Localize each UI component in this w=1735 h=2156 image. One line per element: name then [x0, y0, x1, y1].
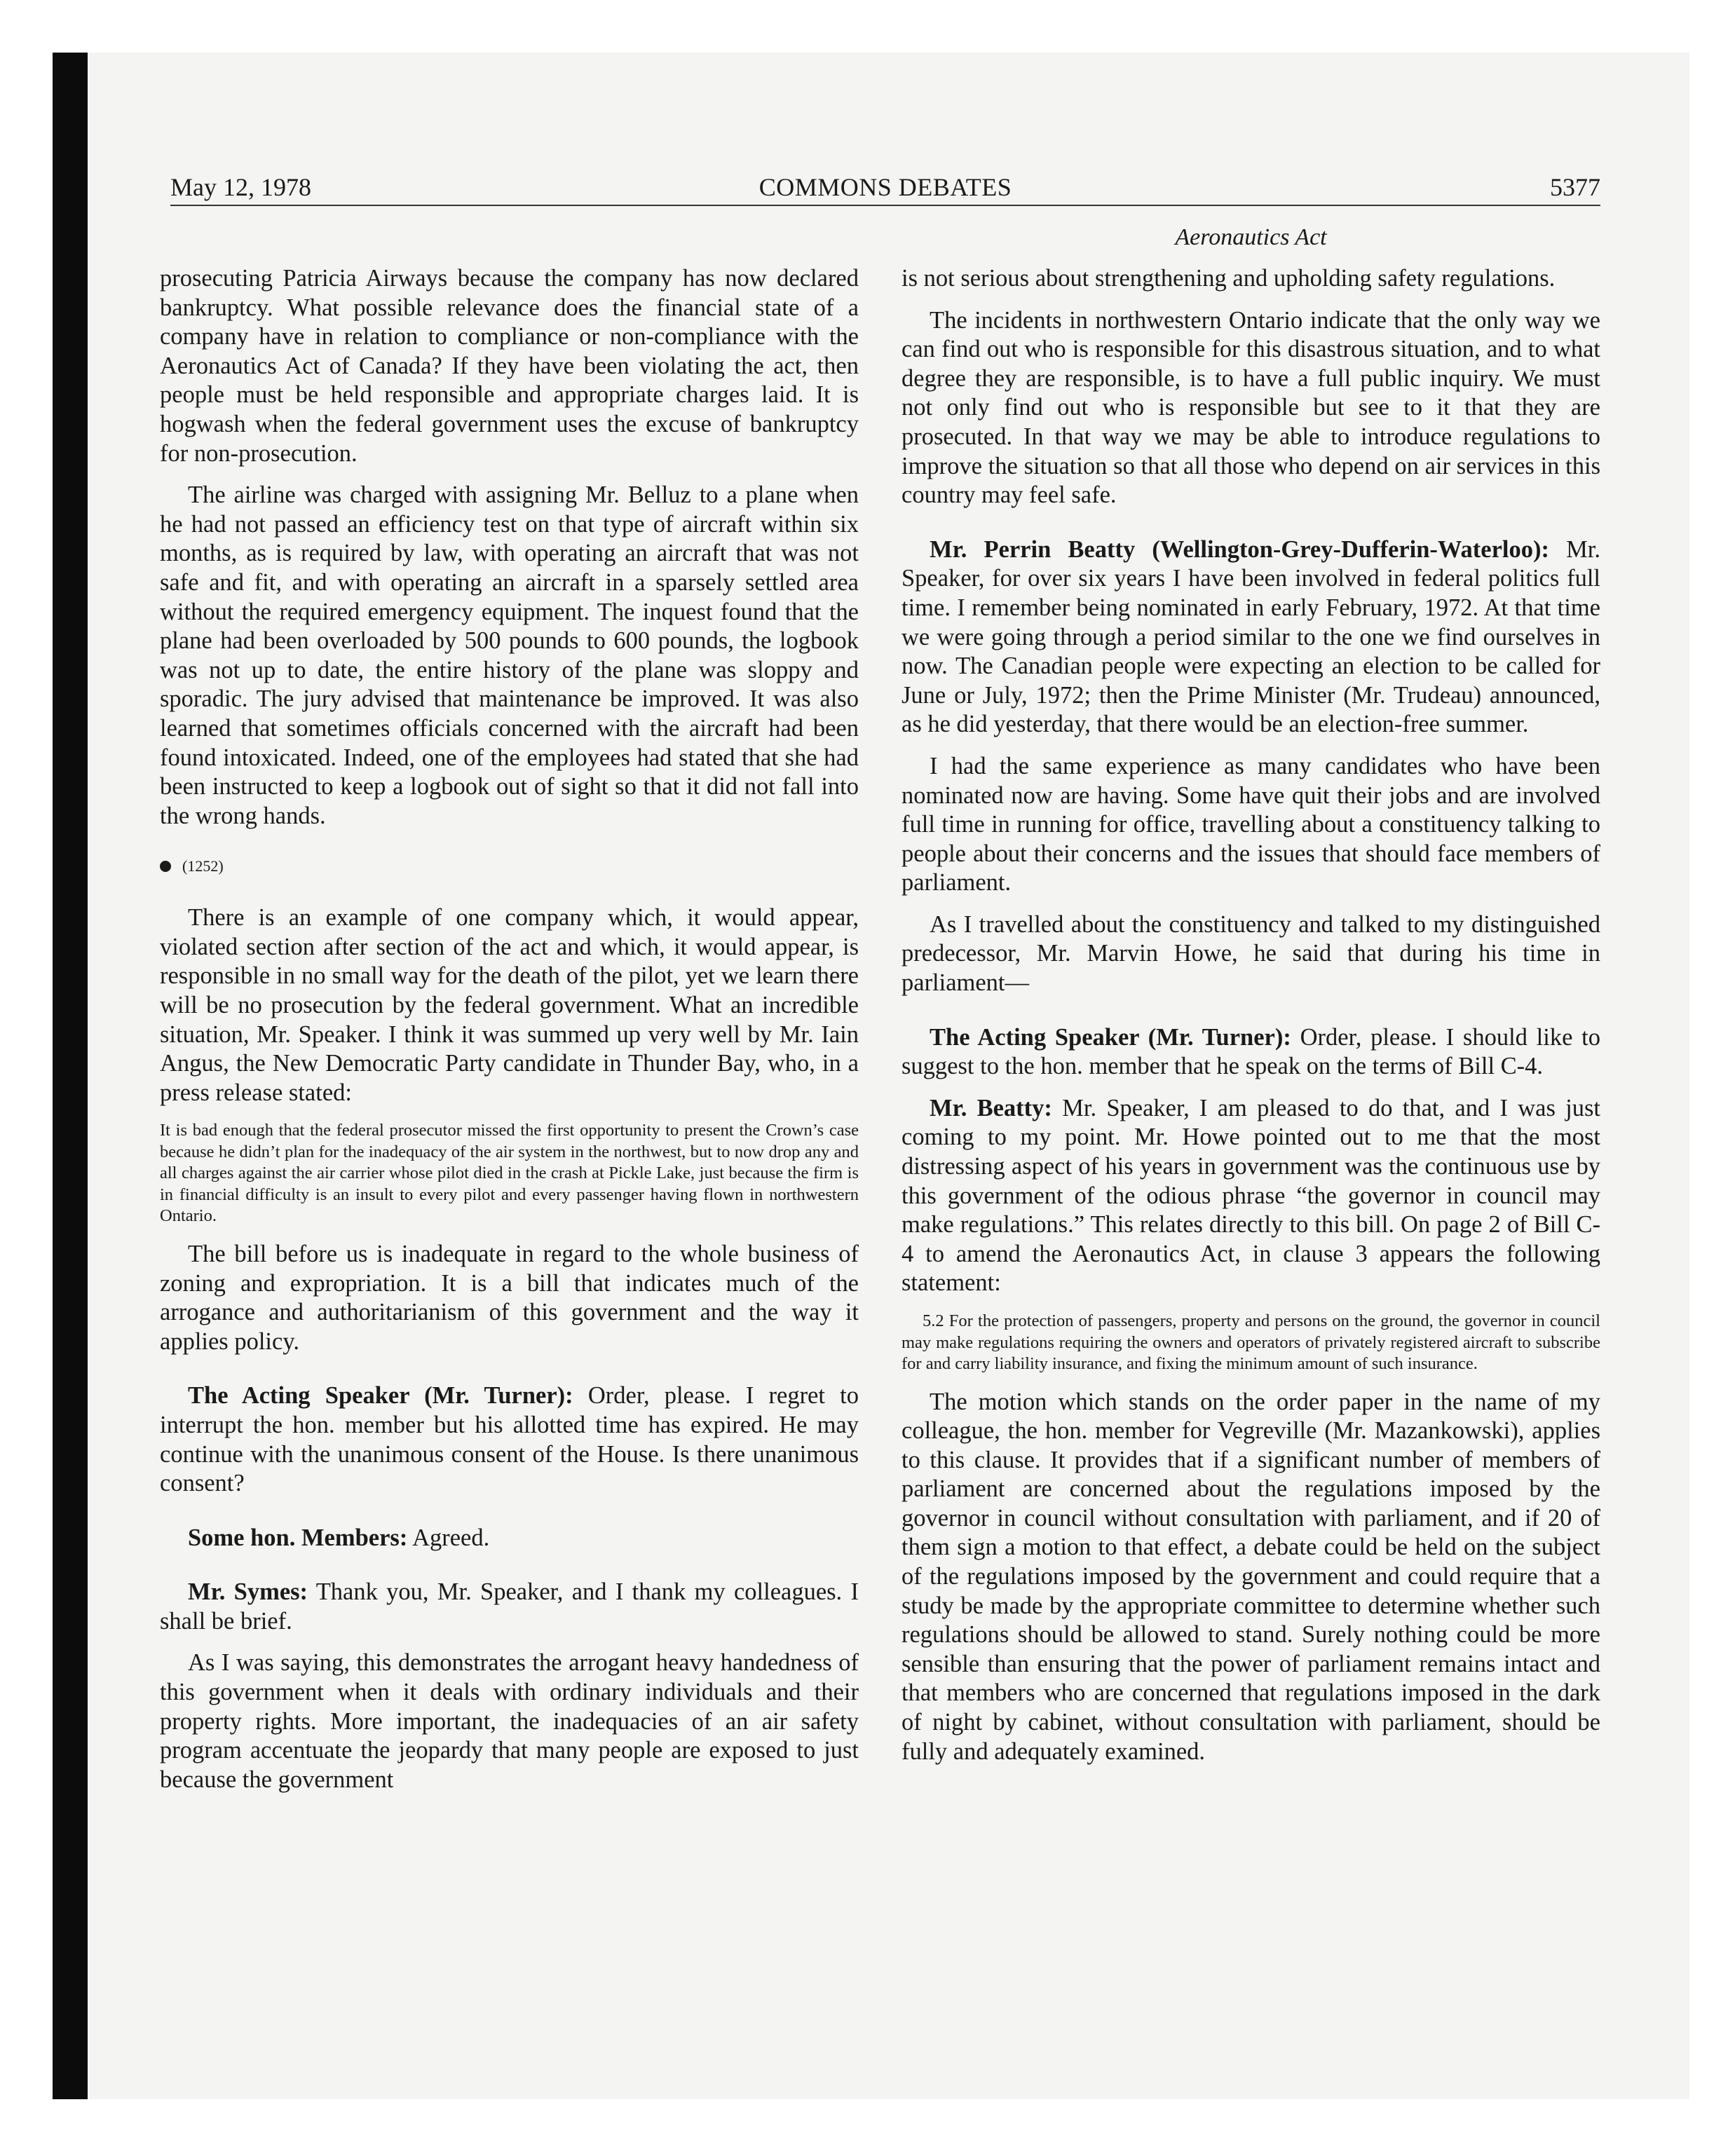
- section-title: Aeronautics Act: [1175, 224, 1327, 250]
- paragraph: The motion which stands on the order paper in the name of my colleague, the hon. member for Vegreville (Mr. Mazankowski), applies to this clause. It provides that if a significant number of members of parliament are concerned about the regulations imposed by the governor in council without consultation with parliament, and if 20 of them sign a motion to that effect, a debate could be held on the subject of the regulations imposed by the government and could require that a study be made by the appropriate committee to determine whether such regulations should be allowed to stand. Surely nothing could be more sensible than ensuring that the power of parliament remains intact and that members who are concerned that regulations imposed in the dark of night by cabinet, without consultation with parliament, should be fully and adequately examined.: [901, 1388, 1600, 1765]
- speech-text: Mr. Speaker, I am pleased to do that, and I was just coming to my point. Mr. Howe pointed out to me that the most distressing aspect of his years in government was the continuous use by this government of the odious phrase “the governor in council may make regulations.” This relates directly to this bill. On page 2 of Bill C-4 to amend the Aeronautics Act, in clause 3 appears the following statement:: [901, 1094, 1601, 1297]
- left-column: [160, 264, 859, 1807]
- paragraph: The bill before us is inadequate in regard to the whole business of zoning and expropriation. It is a bill that indicates much of the arrogance and authoritarianism of this government and the way it applies policy.: [160, 1240, 859, 1355]
- speaker-name: Mr. Perrin Beatty (Wellington-Grey-Dufferin-Waterloo):: [930, 535, 1549, 563]
- header-publication: COMMONS DEBATES: [758, 173, 1012, 201]
- header-page-number: 5377: [1550, 173, 1600, 201]
- speech: [160, 1578, 859, 1636]
- paragraph: I had the same experience as many candidates who have been nominated now are having. Some have quit their jobs and are involved full time in running for office, travelling about a constituency talking to people about their concerns and the issues that should face members of parliament.: [901, 752, 1600, 896]
- speaker-name: Mr. Symes:: [188, 1578, 308, 1606]
- speech-text: Order, please. I should like to suggest to the hon. member that he speak on the terms of Bill C-4.: [901, 1023, 1601, 1080]
- paragraph: As I was saying, this demonstrates the arrogant heavy handedness of this government when it deals with ordinary individuals and their property rights. More important, the inadequacies of an air safety program accentuate the jeopardy that many people are exposed to just because the government: [160, 1649, 859, 1793]
- paragraph: is not serious about strengthening and upholding safety regulations.: [901, 265, 1556, 292]
- block-quote: 5.2 For the protection of passengers, property and persons on the ground, the governor in council may make regulations requiring the owners and operators of privately registered aircraft to subscribe for and carry liability insurance, and fixing the minimum amount of such insurance.: [901, 1311, 1600, 1373]
- paragraph: There is an example of one company which, it would appear, violated section after section of the act and which, it would appear, is responsible in no small way for the death of the pilot, yet we learn there will be no prosecution by the federal government. What an incredible situation, Mr. Speaker. I think it was summed up very well by Mr. Iain Angus, the New Democratic Party candidate in Thunder Bay, who, in a press release stated:: [160, 904, 859, 1106]
- speaker-name: The Acting Speaker (Mr. Turner):: [188, 1382, 573, 1410]
- paragraph: prosecuting Patricia Airways because the company has now declared bankruptcy. What possible relevance does the financial state of a company have in relation to compliance or non-compliance with the Aeronautics Act of Canada? If they have been violating the act, then people must be held responsible and appropriate charges laid. It is hogwash when the federal government uses the excuse of bankruptcy for non-prosecution.: [160, 265, 859, 467]
- header-date: May 12, 1978: [170, 173, 311, 201]
- header-rule: [170, 205, 1600, 206]
- paragraph: As I travelled about the constituency and talked to my distinguished predecessor, Mr. Marvin Howe, he said that during his time in parliament—: [901, 910, 1600, 997]
- running-head: [170, 170, 1600, 205]
- block-quote: It is bad enough that the federal prosecutor missed the first opportunity to present the Crown’s case because he didn’t plan for the inadequacy of the air system in the northwest, but to now drop any and all charges against the air carrier whose pilot died in the crash at Pickle Lake, just because the firm is in financial difficulty is an insult to every pilot and every passenger having flown in northwestern Ontario.: [160, 1121, 859, 1226]
- speech-text: Agreed.: [412, 1524, 490, 1551]
- time-marker-label: (1252): [182, 857, 224, 875]
- speech-text: Mr. Speaker, for over six years I have been involved in federal politics full time. I remember being nominated in early February, 1972. At that time we were going through a period similar to the one we find ourselves in now. The Canadian people were expecting an election to be called for June or July, 1972; then the Prime Minister (Mr. Trudeau) announced, as he did yesterday, that there would be an election-free summer.: [901, 535, 1600, 738]
- speech: [160, 1381, 859, 1498]
- paragraph: The airline was charged with assigning Mr. Belluz to a plane when he had not passed an efficiency test on that type of aircraft within six months, as is required by law, with operating an aircraft that was not safe and fit, and with operating an aircraft in a sparsely settled area without the required emergency equipment. The inquest found that the plane had been overloaded by 500 pounds to 600 pounds, the logbook was not up to date, the entire history of the plane was sloppy and sporadic. The jury advised that maintenance be improved. It was also learned that sometimes officials concerned with the aircraft had been found intoxicated. Indeed, one of the employees had stated that she had been instructed to keep a logbook out of sight so that it did not fall into the wrong hands.: [160, 482, 859, 829]
- speech: [901, 1023, 1600, 1082]
- speech: [160, 1524, 859, 1553]
- speech-text: Thank you, Mr. Speaker, and I thank my colleagues. I shall be brief.: [160, 1578, 859, 1635]
- paragraph: The incidents in northwestern Ontario indicate that the only way we can find out who is responsible for this disastrous situation, and to what degree they are responsible, is to have a full public inquiry. We must not only find out who is responsible but see to it that they are prosecuted. In that way we may be able to introduce regulations to improve the situation so that all those who depend on air services in this country may feel safe.: [901, 306, 1600, 509]
- time-marker: [160, 856, 859, 877]
- speech: [901, 535, 1600, 739]
- speaker-name: Mr. Beatty:: [930, 1094, 1052, 1121]
- binding-edge: [53, 53, 88, 2099]
- speech: [901, 1094, 1600, 1298]
- speaker-name: The Acting Speaker (Mr. Turner):: [930, 1023, 1291, 1051]
- speech-text: Order, please. I regret to interrupt the hon. member but his allotted time has expired. He may continue with the unanimous consent of the House. Is there unanimous consent?: [160, 1382, 859, 1497]
- right-column: [901, 264, 1600, 1779]
- bullet-icon: [160, 861, 171, 872]
- speaker-name: Some hon. Members:: [188, 1524, 408, 1551]
